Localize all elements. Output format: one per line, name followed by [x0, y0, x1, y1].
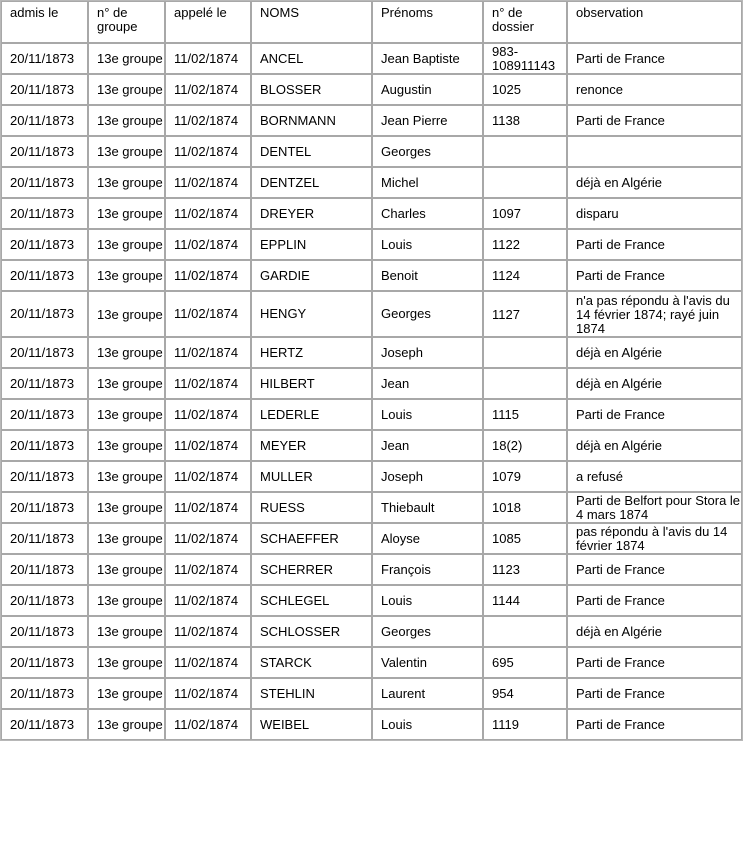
- cell-admis-le: 20/11/1873: [1, 399, 88, 430]
- cell-appele-le: 11/02/1874: [165, 43, 251, 74]
- cell-dossier: [483, 616, 567, 647]
- header-cell-prenoms: Prénoms: [372, 1, 483, 43]
- table-row: [1, 229, 742, 260]
- cell-appele-le: 11/02/1874: [165, 260, 251, 291]
- cell-appele-le: 11/02/1874: [165, 647, 251, 678]
- cell-prenom: Benoit: [372, 260, 483, 291]
- cell-observation: a refusé: [567, 461, 742, 492]
- cell-nom: HILBERT: [251, 368, 372, 399]
- cell-appele-le: 11/02/1874: [165, 229, 251, 260]
- cell-dossier: 18(2): [483, 430, 567, 461]
- header-cell-appele: appelé le: [165, 1, 251, 43]
- cell-dossier: 1144: [483, 585, 567, 616]
- cell-nom: MULLER: [251, 461, 372, 492]
- table-row: [1, 260, 742, 291]
- cell-prenom: Thiebault: [372, 492, 483, 523]
- cell-prenom: Louis: [372, 229, 483, 260]
- cell-nom: EPPLIN: [251, 229, 372, 260]
- cell-appele-le: 11/02/1874: [165, 291, 251, 337]
- cell-prenom: Laurent: [372, 678, 483, 709]
- cell-nom: DENTZEL: [251, 167, 372, 198]
- cell-observation: Parti de France: [567, 709, 742, 740]
- header-cell-groupe: n° de groupe: [88, 1, 165, 43]
- cell-groupe: 13e groupe: [88, 616, 165, 647]
- cell-prenom: Georges: [372, 136, 483, 167]
- cell-observation: Parti de Belfort pour Stora le 4 mars 1874: [567, 492, 742, 523]
- table-row: [1, 291, 742, 337]
- cell-nom: WEIBEL: [251, 709, 372, 740]
- cell-prenom: Jean: [372, 430, 483, 461]
- cell-dossier: 1085: [483, 523, 567, 554]
- cell-admis-le: 20/11/1873: [1, 74, 88, 105]
- cell-nom: SCHLOSSER: [251, 616, 372, 647]
- cell-appele-le: 11/02/1874: [165, 585, 251, 616]
- table-row: [1, 523, 742, 554]
- cell-appele-le: 11/02/1874: [165, 616, 251, 647]
- cell-admis-le: 20/11/1873: [1, 291, 88, 337]
- cell-groupe: 13e groupe: [88, 136, 165, 167]
- cell-dossier: [483, 368, 567, 399]
- cell-groupe: 13e groupe: [88, 291, 165, 337]
- cell-admis-le: 20/11/1873: [1, 337, 88, 368]
- cell-admis-le: 20/11/1873: [1, 105, 88, 136]
- cell-appele-le: 11/02/1874: [165, 105, 251, 136]
- cell-prenom: Michel: [372, 167, 483, 198]
- cell-prenom: Joseph: [372, 337, 483, 368]
- cell-appele-le: 11/02/1874: [165, 461, 251, 492]
- cell-observation: déjà en Algérie: [567, 368, 742, 399]
- cell-prenom: Aloyse: [372, 523, 483, 554]
- cell-prenom: Louis: [372, 709, 483, 740]
- cell-prenom: Georges: [372, 616, 483, 647]
- cell-appele-le: 11/02/1874: [165, 399, 251, 430]
- cell-dossier: 1124: [483, 260, 567, 291]
- cell-groupe: 13e groupe: [88, 678, 165, 709]
- cell-admis-le: 20/11/1873: [1, 554, 88, 585]
- cell-observation: Parti de France: [567, 647, 742, 678]
- cell-groupe: 13e groupe: [88, 74, 165, 105]
- cell-nom: DENTEL: [251, 136, 372, 167]
- cell-admis-le: 20/11/1873: [1, 678, 88, 709]
- cell-prenom: Valentin: [372, 647, 483, 678]
- cell-observation: Parti de France: [567, 105, 742, 136]
- cell-observation: déjà en Algérie: [567, 430, 742, 461]
- cell-prenom: Louis: [372, 399, 483, 430]
- table-row: [1, 492, 742, 523]
- cell-groupe: 13e groupe: [88, 368, 165, 399]
- cell-observation: déjà en Algérie: [567, 167, 742, 198]
- cell-nom: LEDERLE: [251, 399, 372, 430]
- cell-admis-le: 20/11/1873: [1, 229, 88, 260]
- cell-observation: Parti de France: [567, 399, 742, 430]
- cell-dossier: 954: [483, 678, 567, 709]
- cell-dossier: 695: [483, 647, 567, 678]
- cell-observation: Parti de France: [567, 43, 742, 74]
- cell-observation: Parti de France: [567, 678, 742, 709]
- cell-prenom: Louis: [372, 585, 483, 616]
- cell-dossier: [483, 337, 567, 368]
- cell-prenom: Augustin: [372, 74, 483, 105]
- cell-appele-le: 11/02/1874: [165, 74, 251, 105]
- table-row: [1, 136, 742, 167]
- table-row: [1, 337, 742, 368]
- table-row: [1, 554, 742, 585]
- cell-admis-le: 20/11/1873: [1, 461, 88, 492]
- table-row: [1, 43, 742, 74]
- cell-prenom: François: [372, 554, 483, 585]
- cell-observation: renonce: [567, 74, 742, 105]
- cell-appele-le: 11/02/1874: [165, 678, 251, 709]
- cell-dossier: [483, 136, 567, 167]
- cell-admis-le: 20/11/1873: [1, 709, 88, 740]
- cell-appele-le: 11/02/1874: [165, 368, 251, 399]
- table-row: [1, 430, 742, 461]
- cell-appele-le: 11/02/1874: [165, 492, 251, 523]
- cell-prenom: Jean: [372, 368, 483, 399]
- header-cell-dossier: n° de dossier: [483, 1, 567, 43]
- cell-admis-le: 20/11/1873: [1, 492, 88, 523]
- cell-groupe: 13e groupe: [88, 430, 165, 461]
- cell-admis-le: 20/11/1873: [1, 647, 88, 678]
- table-row: [1, 399, 742, 430]
- table-row: [1, 647, 742, 678]
- cell-observation: disparu: [567, 198, 742, 229]
- cell-observation: Parti de France: [567, 229, 742, 260]
- cell-observation: déjà en Algérie: [567, 337, 742, 368]
- cell-admis-le: 20/11/1873: [1, 430, 88, 461]
- header-cell-noms: NOMS: [251, 1, 372, 43]
- cell-dossier: 1018: [483, 492, 567, 523]
- cell-admis-le: 20/11/1873: [1, 523, 88, 554]
- cell-observation: Parti de France: [567, 585, 742, 616]
- cell-groupe: 13e groupe: [88, 554, 165, 585]
- header-cell-admis: admis le: [1, 1, 88, 43]
- cell-admis-le: 20/11/1873: [1, 616, 88, 647]
- cell-groupe: 13e groupe: [88, 523, 165, 554]
- cell-prenom: Jean Baptiste: [372, 43, 483, 74]
- cell-appele-le: 11/02/1874: [165, 430, 251, 461]
- cell-dossier: 1127: [483, 291, 567, 337]
- cell-nom: BORNMANN: [251, 105, 372, 136]
- cell-prenom: Jean Pierre: [372, 105, 483, 136]
- cell-dossier: 1123: [483, 554, 567, 585]
- cell-appele-le: 11/02/1874: [165, 337, 251, 368]
- cell-nom: STARCK: [251, 647, 372, 678]
- cell-appele-le: 11/02/1874: [165, 167, 251, 198]
- cell-prenom: Joseph: [372, 461, 483, 492]
- header-row: [1, 1, 742, 43]
- cell-admis-le: 20/11/1873: [1, 260, 88, 291]
- cell-nom: SCHAEFFER: [251, 523, 372, 554]
- table-row: [1, 585, 742, 616]
- cell-appele-le: 11/02/1874: [165, 523, 251, 554]
- cell-appele-le: 11/02/1874: [165, 198, 251, 229]
- cell-groupe: 13e groupe: [88, 229, 165, 260]
- cell-dossier: 1025: [483, 74, 567, 105]
- cell-admis-le: 20/11/1873: [1, 136, 88, 167]
- table-row: [1, 105, 742, 136]
- cell-nom: RUESS: [251, 492, 372, 523]
- cell-dossier: [483, 167, 567, 198]
- table-body: [1, 43, 742, 740]
- cell-appele-le: 11/02/1874: [165, 136, 251, 167]
- cell-dossier: 983-108911143: [483, 43, 567, 74]
- cell-observation: pas répondu à l'avis du 14 février 1874: [567, 523, 742, 554]
- table-row: [1, 616, 742, 647]
- cell-appele-le: 11/02/1874: [165, 554, 251, 585]
- cell-nom: HENGY: [251, 291, 372, 337]
- cell-nom: SCHERRER: [251, 554, 372, 585]
- cell-nom: GARDIE: [251, 260, 372, 291]
- cell-nom: HERTZ: [251, 337, 372, 368]
- cell-groupe: 13e groupe: [88, 337, 165, 368]
- table-row: [1, 461, 742, 492]
- cell-dossier: 1138: [483, 105, 567, 136]
- cell-nom: BLOSSER: [251, 74, 372, 105]
- cell-groupe: 13e groupe: [88, 399, 165, 430]
- cell-groupe: 13e groupe: [88, 198, 165, 229]
- cell-admis-le: 20/11/1873: [1, 368, 88, 399]
- cell-groupe: 13e groupe: [88, 105, 165, 136]
- cell-nom: MEYER: [251, 430, 372, 461]
- cell-observation: Parti de France: [567, 554, 742, 585]
- cell-appele-le: 11/02/1874: [165, 709, 251, 740]
- cell-dossier: 1115: [483, 399, 567, 430]
- cell-prenom: Charles: [372, 198, 483, 229]
- cell-dossier: 1097: [483, 198, 567, 229]
- cell-dossier: 1122: [483, 229, 567, 260]
- table-row: [1, 74, 742, 105]
- cell-nom: SCHLEGEL: [251, 585, 372, 616]
- cell-admis-le: 20/11/1873: [1, 167, 88, 198]
- cell-groupe: 13e groupe: [88, 260, 165, 291]
- cell-groupe: 13e groupe: [88, 167, 165, 198]
- cell-observation: Parti de France: [567, 260, 742, 291]
- cell-groupe: 13e groupe: [88, 647, 165, 678]
- cell-nom: STEHLIN: [251, 678, 372, 709]
- cell-observation: [567, 136, 742, 167]
- cell-observation: déjà en Algérie: [567, 616, 742, 647]
- cell-groupe: 13e groupe: [88, 709, 165, 740]
- table-row: [1, 167, 742, 198]
- cell-groupe: 13e groupe: [88, 492, 165, 523]
- cell-admis-le: 20/11/1873: [1, 43, 88, 74]
- cell-dossier: 1119: [483, 709, 567, 740]
- cell-nom: DREYER: [251, 198, 372, 229]
- cell-groupe: 13e groupe: [88, 43, 165, 74]
- table-row: [1, 678, 742, 709]
- cell-admis-le: 20/11/1873: [1, 585, 88, 616]
- header-cell-observation: observation: [567, 1, 742, 43]
- cell-groupe: 13e groupe: [88, 461, 165, 492]
- cell-prenom: Georges: [372, 291, 483, 337]
- table-row: [1, 368, 742, 399]
- cell-groupe: 13e groupe: [88, 585, 165, 616]
- table-row: [1, 709, 742, 740]
- cell-nom: ANCEL: [251, 43, 372, 74]
- cell-dossier: 1079: [483, 461, 567, 492]
- table-row: [1, 198, 742, 229]
- cell-admis-le: 20/11/1873: [1, 198, 88, 229]
- cell-observation: n'a pas répondu à l'avis du 14 février 1874; rayé juin 1874: [567, 291, 742, 337]
